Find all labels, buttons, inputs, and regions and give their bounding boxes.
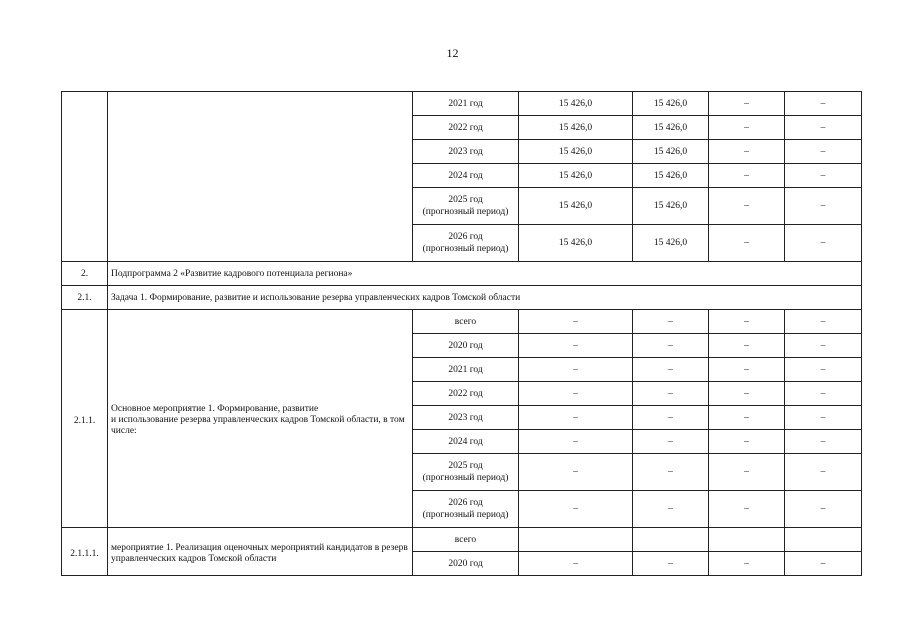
table-row <box>62 528 862 552</box>
row-description-cell: Основное мероприятие 1. Формирование, развитие и использование резерва управленческих кадров Томской области, в том числе: <box>108 310 413 528</box>
value-cell: – <box>519 406 633 430</box>
value-cell: – <box>519 310 633 334</box>
value-cell: – <box>709 92 785 116</box>
value-cell: – <box>633 491 709 528</box>
value-cell: – <box>633 382 709 406</box>
period-cell: всего <box>413 528 519 552</box>
value-cell: – <box>785 140 862 164</box>
value-cell: 15 426,0 <box>519 92 633 116</box>
period-cell: 2026 год (прогнозный период) <box>413 491 519 528</box>
value-cell: – <box>709 358 785 382</box>
period-cell: 2020 год <box>413 334 519 358</box>
row-title-cell: Задача 1. Формирование, развитие и использование резерва управленческих кадров Томской области <box>108 286 862 310</box>
value-cell: – <box>785 358 862 382</box>
value-cell: – <box>519 358 633 382</box>
value-cell: – <box>633 552 709 576</box>
period-cell: 2024 год <box>413 430 519 454</box>
value-cell: – <box>633 358 709 382</box>
value-cell: – <box>519 382 633 406</box>
value-cell <box>519 528 633 552</box>
value-cell: – <box>709 491 785 528</box>
row-number-cell: 2.1. <box>62 286 108 310</box>
row-number-cell: 2.1.1.1. <box>62 528 108 576</box>
value-cell: – <box>633 334 709 358</box>
value-cell: – <box>709 140 785 164</box>
value-cell: 15 426,0 <box>633 92 709 116</box>
row-title-cell: Подпрограмма 2 «Развитие кадрового потенциала региона» <box>108 262 862 286</box>
value-cell: – <box>633 454 709 491</box>
value-cell: 15 426,0 <box>633 116 709 140</box>
row-number-cell: 2. <box>62 262 108 286</box>
value-cell: 15 426,0 <box>633 188 709 225</box>
period-cell: 2025 год (прогнозный период) <box>413 454 519 491</box>
value-cell: – <box>633 430 709 454</box>
period-cell: 2023 год <box>413 140 519 164</box>
value-cell: – <box>709 406 785 430</box>
value-cell: – <box>709 382 785 406</box>
value-cell: – <box>785 225 862 262</box>
row-description-cell: мероприятие 1. Реализация оценочных мероприятий кандидатов в резерв управленческих кадров Томской области <box>108 528 413 576</box>
table-row <box>62 92 862 116</box>
value-cell: – <box>633 406 709 430</box>
value-cell: – <box>785 491 862 528</box>
value-cell: 15 426,0 <box>633 164 709 188</box>
value-cell: – <box>785 116 862 140</box>
value-cell <box>709 528 785 552</box>
value-cell: – <box>709 225 785 262</box>
value-cell: – <box>709 552 785 576</box>
value-cell: – <box>785 552 862 576</box>
period-cell: 2024 год <box>413 164 519 188</box>
value-cell: – <box>633 310 709 334</box>
value-cell: – <box>709 164 785 188</box>
value-cell: – <box>709 188 785 225</box>
value-cell <box>785 528 862 552</box>
table-row <box>62 310 862 334</box>
value-cell: – <box>519 334 633 358</box>
value-cell: – <box>519 454 633 491</box>
value-cell: – <box>709 334 785 358</box>
value-cell: 15 426,0 <box>519 140 633 164</box>
period-cell: 2022 год <box>413 382 519 406</box>
period-cell: 2025 год (прогнозный период) <box>413 188 519 225</box>
period-cell: 2023 год <box>413 406 519 430</box>
value-cell: – <box>785 188 862 225</box>
value-cell <box>633 528 709 552</box>
value-cell: 15 426,0 <box>519 164 633 188</box>
value-cell: – <box>785 406 862 430</box>
row-description-cell <box>108 92 413 262</box>
value-cell: – <box>785 430 862 454</box>
value-cell: – <box>709 430 785 454</box>
row-number-cell: 2.1.1. <box>62 310 108 528</box>
value-cell: – <box>785 92 862 116</box>
value-cell: – <box>709 454 785 491</box>
period-cell: 2020 год <box>413 552 519 576</box>
value-cell: 15 426,0 <box>519 225 633 262</box>
value-cell: – <box>709 310 785 334</box>
value-cell: 15 426,0 <box>519 116 633 140</box>
page-number: 12 <box>446 46 459 60</box>
period-cell: всего <box>413 310 519 334</box>
value-cell: – <box>519 552 633 576</box>
value-cell: – <box>785 310 862 334</box>
period-cell: 2021 год <box>413 358 519 382</box>
value-cell: – <box>785 382 862 406</box>
row-number-cell <box>62 92 108 262</box>
period-cell: 2026 год (прогнозный период) <box>413 225 519 262</box>
value-cell: – <box>785 454 862 491</box>
value-cell: 15 426,0 <box>519 188 633 225</box>
value-cell: 15 426,0 <box>633 225 709 262</box>
value-cell: – <box>709 116 785 140</box>
value-cell: 15 426,0 <box>633 140 709 164</box>
task-row <box>62 286 862 310</box>
value-cell: – <box>519 491 633 528</box>
value-cell: – <box>785 334 862 358</box>
period-cell: 2022 год <box>413 116 519 140</box>
value-cell: – <box>785 164 862 188</box>
value-cell: – <box>519 430 633 454</box>
subprogram-row <box>62 262 862 286</box>
period-cell: 2021 год <box>413 92 519 116</box>
budget-table <box>61 91 862 576</box>
